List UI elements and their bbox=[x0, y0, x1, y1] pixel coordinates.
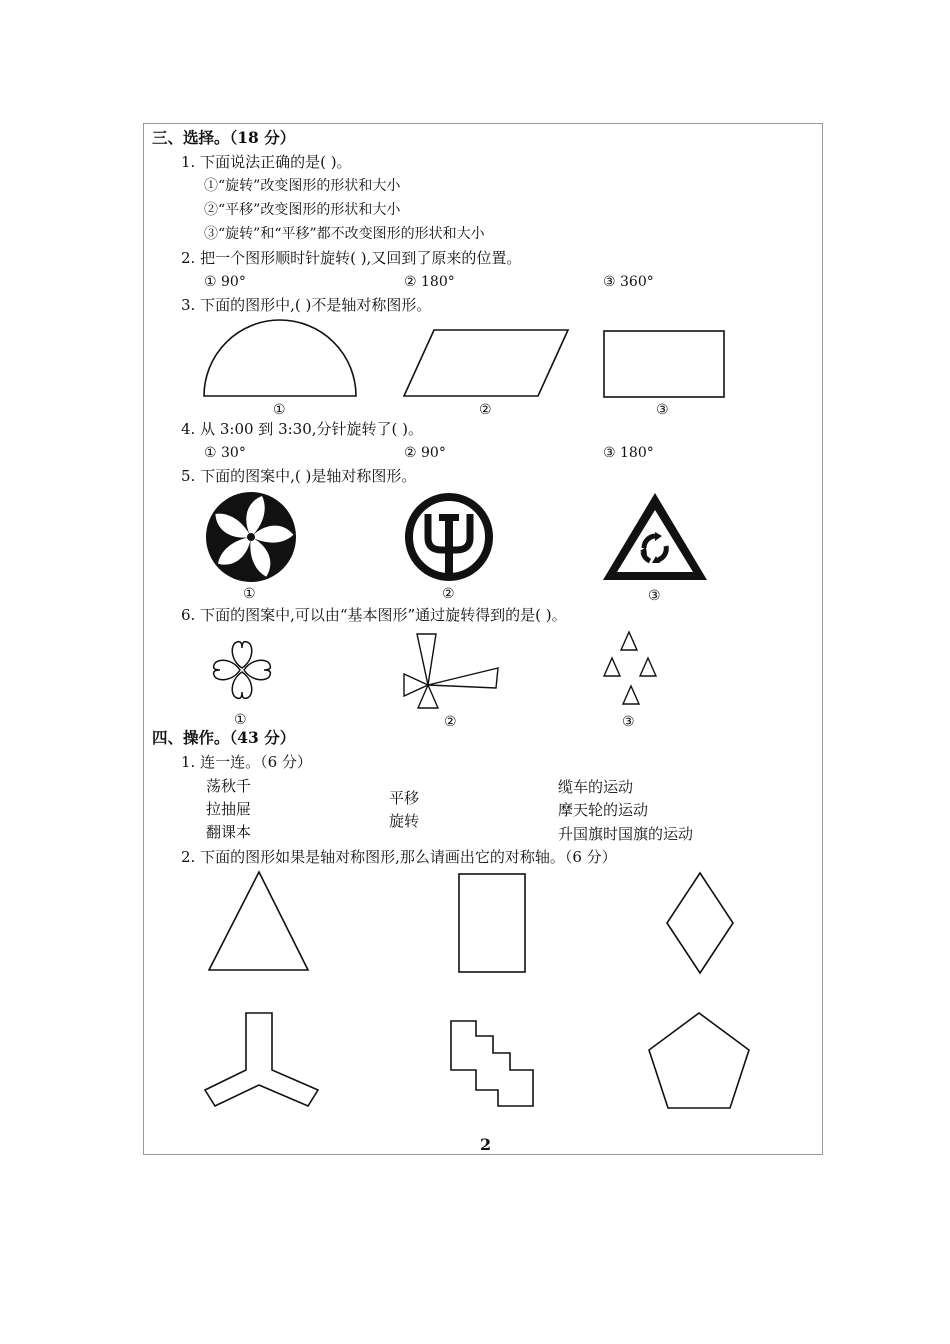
roundabout-sign-figure bbox=[600, 490, 710, 584]
s4-q2-stem: 2. 下面的图形如果是轴对称图形,那么请画出它的对称轴。（6 分） bbox=[181, 848, 617, 866]
q3-stem: 3. 下面的图形中,( )不是轴对称图形。 bbox=[181, 296, 432, 314]
q6-label-2: ② bbox=[444, 714, 457, 730]
pinwheel-triangles-figure bbox=[402, 630, 502, 710]
rhombus-figure bbox=[664, 870, 736, 976]
semicircle-figure bbox=[200, 318, 360, 400]
q6-stem: 6. 下面的图案中,可以由“基本图形”通过旋转得到的是( )。 bbox=[181, 606, 567, 624]
q2-option-3: ③ 360° bbox=[603, 274, 654, 290]
four-heart-clover-figure bbox=[202, 630, 282, 710]
section-3-title: 三、选择。（18 分） bbox=[152, 128, 296, 147]
q4-stem: 4. 从 3:00 到 3:30,分针旋转了( )。 bbox=[181, 420, 423, 438]
q5-label-2: ② bbox=[442, 586, 455, 602]
match-middle-2: 旋转 bbox=[389, 812, 420, 830]
q5-stem: 5. 下面的图案中,( )是轴对称图形。 bbox=[181, 467, 417, 485]
bank-logo-figure bbox=[402, 490, 496, 584]
q2-option-2: ② 180° bbox=[404, 274, 455, 290]
q6-label-3: ③ bbox=[622, 714, 635, 730]
match-left-2: 拉抽屉 bbox=[206, 800, 252, 818]
triangle-figure bbox=[204, 868, 314, 974]
q3-label-3: ③ bbox=[656, 402, 669, 418]
rectangle-figure bbox=[602, 329, 726, 399]
three-arm-figure bbox=[202, 1010, 322, 1110]
q1-option-3: ③“旋转”和“平移”都不改变图形的形状和大小 bbox=[204, 226, 485, 242]
q5-label-3: ③ bbox=[648, 588, 661, 604]
parallelogram-figure bbox=[402, 326, 572, 400]
q4-option-3: ③ 180° bbox=[603, 445, 654, 461]
match-middle-1: 平移 bbox=[389, 789, 420, 807]
match-right-3: 升国旗时国旗的运动 bbox=[558, 825, 694, 843]
section-4-title: 四、操作。（43 分） bbox=[152, 728, 296, 747]
q1-stem: 1. 下面说法正确的是( )。 bbox=[181, 153, 352, 171]
tall-rectangle-figure bbox=[456, 871, 528, 975]
q3-label-2: ② bbox=[479, 402, 492, 418]
match-left-3: 翻课本 bbox=[206, 823, 252, 841]
match-right-2: 摩天轮的运动 bbox=[558, 801, 649, 819]
four-triangles-figure bbox=[600, 630, 662, 710]
q6-label-1: ① bbox=[234, 712, 247, 728]
q4-option-2: ② 90° bbox=[404, 445, 446, 461]
staircase-figure bbox=[448, 1018, 538, 1110]
q2-stem: 2. 把一个图形顺时针旋转( ),又回到了原来的位置。 bbox=[181, 249, 522, 267]
match-right-1: 缆车的运动 bbox=[558, 778, 634, 796]
page-number: 2 bbox=[480, 1135, 492, 1154]
match-left-1: 荡秋千 bbox=[206, 777, 252, 795]
q1-option-2: ②“平移”改变图形的形状和大小 bbox=[204, 202, 401, 218]
pentagon-figure bbox=[646, 1010, 752, 1112]
q1-option-1: ①“旋转”改变图形的形状和大小 bbox=[204, 178, 401, 194]
q4-option-1: ① 30° bbox=[204, 445, 246, 461]
s4-q1-stem: 1. 连一连。（6 分） bbox=[181, 753, 312, 771]
q3-label-1: ① bbox=[273, 402, 286, 418]
q5-label-1: ① bbox=[243, 586, 256, 602]
bauhinia-emblem-figure bbox=[204, 490, 298, 584]
q2-option-1: ① 90° bbox=[204, 274, 246, 290]
